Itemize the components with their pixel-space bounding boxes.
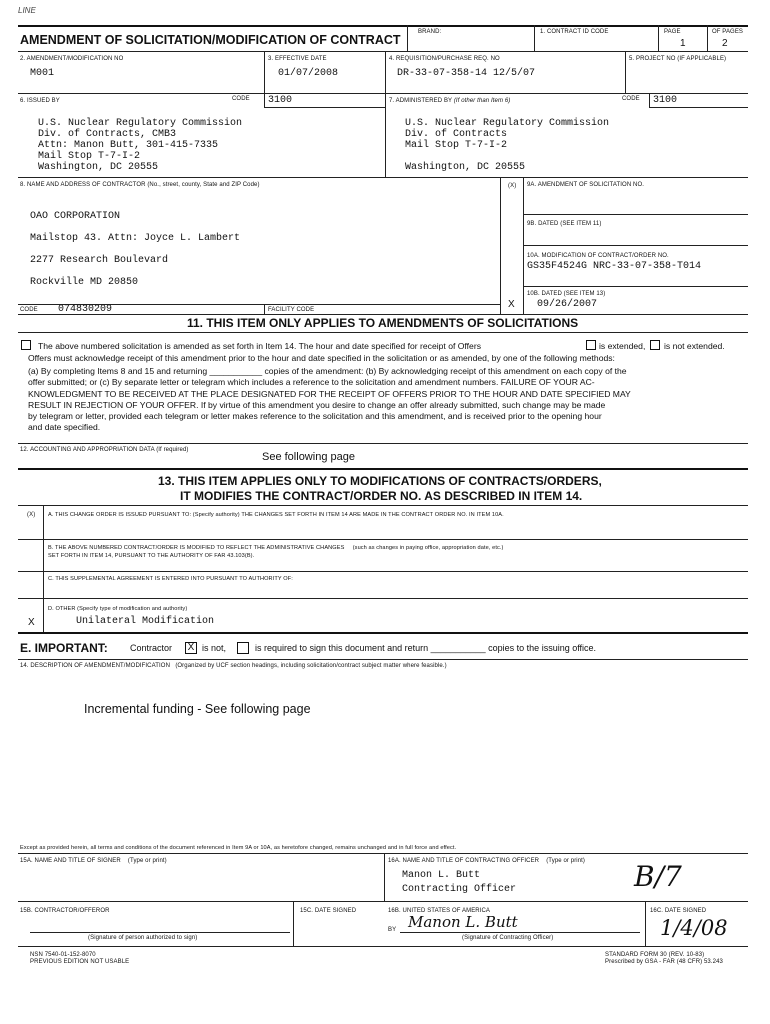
- item-16c-label: 16C. DATE SIGNED: [650, 908, 707, 914]
- item-16b-label: 16B. UNITED STATES OF AMERICA: [388, 908, 491, 914]
- by-label: BY: [388, 927, 397, 933]
- item-10a-value: GS35F4524G NRC-33-07-358-T014: [527, 261, 702, 272]
- important-rest: is required to sign this document and return ___________ copies to the issuing office.: [255, 643, 597, 653]
- amendment-no-value: M001: [30, 68, 55, 79]
- item-16b-sig-label: (Signature of Contracting Officer): [462, 935, 554, 941]
- not-extended-checkbox[interactable]: [650, 340, 660, 350]
- admin-line-5: Washington, DC 20555: [405, 162, 526, 173]
- item-11-checkbox[interactable]: [21, 340, 31, 350]
- officer-signature: Manon L. Butt: [408, 913, 518, 931]
- x-col-label: (X): [508, 183, 517, 189]
- item-15b-label: 15B. CONTRACTOR/OFFEROR: [20, 908, 110, 914]
- officer-title: Contracting Officer: [402, 884, 517, 895]
- item-11-header: 11. THIS ITEM ONLY APPLIES TO AMENDMENTS OF SOLICITATIONS: [187, 316, 579, 330]
- contract-id-label: 1. CONTRACT ID CODE: [540, 29, 609, 35]
- item-11-para-5: RESULT IN REJECTION OF YOUR OFFER. If by virtue of this amendment you desire to change an offer already submitted, such change may be made: [28, 400, 606, 410]
- officer-name: Manon L. Butt: [402, 870, 481, 881]
- date-signed: 1/4/08: [660, 916, 728, 940]
- issued-code-value: 3100: [268, 95, 293, 106]
- item-15a-label: 15A. NAME AND TITLE OF SIGNER (Type or print): [20, 858, 167, 864]
- contractor-line-1: OAO CORPORATION: [30, 211, 121, 222]
- administered-by-label: 7. ADMINISTERED BY (If other than Item 6): [389, 98, 511, 104]
- standard-form-text: STANDARD FORM 30 (REV. 10-83): [605, 952, 705, 958]
- nsn-text: NSN 7540-01-152-8070: [30, 952, 96, 958]
- item-13-c: C. THIS SUPPLEMENTAL AGREEMENT IS ENTERED INTO PURSUANT TO AUTHORITY OF:: [48, 576, 293, 582]
- admin-line-3: Mail Stop T-7-I-2: [405, 140, 508, 151]
- item-14-value: Incremental funding - See following page: [84, 702, 311, 716]
- item-11-para-2: (a) By completing Items 8 and 15 and returning ___________ copies of the amendment: (b) By acknowledging receipt of this amendment on each copy of the: [28, 366, 627, 376]
- item-13-d-value: Unilateral Modification: [76, 616, 215, 627]
- item-9b-label: 9B. DATED (SEE ITEM 11): [527, 221, 602, 227]
- admin-line-1: U.S. Nuclear Regulatory Commission: [405, 118, 610, 129]
- stamp-mark: LINE: [18, 6, 36, 15]
- contractor-line-2: Mailstop 43. Attn: Joyce L. Lambert: [30, 233, 241, 244]
- item-13-b1: B. THE ABOVE NUMBERED CONTRACT/ORDER IS MODIFIED TO REFLECT THE ADMINISTRATIVE CHANGES (such as changes in paying office, appropriation date, etc.): [48, 545, 504, 551]
- item-13-header-2: IT MODIFIES THE CONTRACT/ORDER NO. AS DESCRIBED IN ITEM 14.: [180, 489, 583, 503]
- contractor-code-value: 074830209: [58, 304, 113, 315]
- contractor-line-4: Rockville MD 20850: [30, 277, 139, 288]
- requisition-label: 4. REQUISITION/PURCHASE REQ. NO: [389, 56, 500, 62]
- item-15b-sig-label: (Signature of person authorized to sign): [88, 935, 198, 941]
- of-pages-number: 2: [722, 38, 728, 49]
- item-12-label: 12. ACCOUNTING AND APPROPRIATION DATA (If required): [20, 447, 189, 453]
- issued-by-label: 6. ISSUED BY: [20, 98, 60, 104]
- issued-line-5: Washington, DC 20555: [38, 162, 159, 173]
- issued-line-3: Attn: Manon Butt, 301-415-7335: [38, 140, 219, 151]
- not-extended-label: is not extended.: [664, 341, 725, 351]
- project-no-label: 5. PROJECT NO (IF APPLICABLE): [629, 56, 727, 62]
- item-11-para-3: offer submitted; or (c) By separate letter or telegram which includes a reference to the solicitation and amendment numbers. FAILURE OF YOUR AC-: [28, 377, 595, 387]
- prescribed-text: Prescribed by GSA - FAR (48 CFR) 53.243: [605, 959, 723, 965]
- item-13-d: D. OTHER (Specify type of modification and authority): [48, 606, 188, 612]
- item-13-header-1: 13. THIS ITEM APPLIES ONLY TO MODIFICATIONS OF CONTRACTS/ORDERS,: [158, 474, 602, 488]
- item-10b-label: 10B. DATED (SEE ITEM 13): [527, 291, 606, 297]
- amendment-no-label: 2. AMENDMENT/MODIFICATION NO: [20, 56, 124, 62]
- item-14-label: 14. DESCRIPTION OF AMENDMENT/MODIFICATION (Organized by UCF section headings, including solicitation/contract subject matter where feasible.): [20, 663, 447, 669]
- item-13-d-mark: X: [28, 617, 35, 628]
- is-required-checkbox[interactable]: [237, 642, 249, 654]
- item-11-para-7: and date specified.: [28, 422, 101, 432]
- extended-label: is extended,: [599, 341, 646, 351]
- is-not-checkbox[interactable]: X: [185, 642, 197, 654]
- item-11-para-1: Offers must acknowledge receipt of this amendment prior to the hour and date specified in the solicitation or as amended, by one of the following methods:: [28, 353, 615, 363]
- item-16a-label: 16A. NAME AND TITLE OF CONTRACTING OFFICER (Type or print): [388, 858, 586, 864]
- item-10a-label: 10A. MODIFICATION OF CONTRACT/ORDER NO.: [527, 253, 669, 259]
- item-15c-label: 15C. DATE SIGNED: [300, 908, 357, 914]
- admin-code-value: 3100: [653, 95, 678, 106]
- previous-edition-text: PREVIOUS EDITION NOT USABLE: [30, 959, 130, 965]
- form-title: AMENDMENT OF SOLICITATION/MODIFICATION OF CONTRACT: [20, 33, 401, 47]
- issued-line-2: Div. of Contracts, CMB3: [38, 129, 177, 140]
- officer-initials: B/7: [634, 860, 682, 893]
- issued-line-1: U.S. Nuclear Regulatory Commission: [38, 118, 243, 129]
- page-number: 1: [680, 38, 686, 49]
- effective-date-label: 3. EFFECTIVE DATE: [268, 56, 327, 62]
- brand-label: BRAND:: [418, 29, 442, 35]
- contractor-line-3: 2277 Research Boulevard: [30, 255, 169, 266]
- page-label: PAGE: [664, 29, 681, 35]
- admin-line-2: Div. of Contracts: [405, 129, 508, 140]
- issued-code-label: CODE: [232, 96, 250, 102]
- requisition-value: DR-33-07-358-14 12/5/07: [397, 68, 536, 79]
- item-9a-label: 9A. AMENDMENT OF SOLICITATION NO.: [527, 182, 644, 188]
- item-11-line1: The above numbered solicitation is amended as set forth in Item 14. The hour and date specified for receipt of Offers: [38, 341, 481, 351]
- contractor-label: 8. NAME AND ADDRESS OF CONTRACTOR (No., street, county, State and ZIP Code): [20, 182, 260, 188]
- item-11-para-4: KNOWLEDGMENT TO BE RECEIVED AT THE PLACE DESIGNATED FOR THE RECEIPT OF OFFERS PRIOR TO THE HOUR AND DATE SPECIFIED MAY: [28, 389, 631, 399]
- item-13-b2: SET FORTH IN ITEM 14, PURSUANT TO THE AUTHORITY OF FAR 43.103(B).: [48, 553, 255, 559]
- item-13-a: A. THIS CHANGE ORDER IS ISSUED PURSUANT TO: (Specify authority) THE CHANGES SET FORTH IN ITEM 14 ARE MADE IN THE CONTRACT ORDER NO. IN ITEM 10A.: [48, 512, 504, 518]
- is-not-label: is not,: [202, 643, 227, 653]
- admin-code-label: CODE: [622, 96, 640, 102]
- item-11-para-6: by telegram or letter, provided each telegram or letter makes reference to the solicitation and this amendment, and is received prior to the opening hour: [28, 411, 602, 421]
- extended-checkbox[interactable]: [586, 340, 596, 350]
- of-pages-label: OF PAGES: [712, 29, 744, 35]
- important-label: E. IMPORTANT:: [20, 641, 108, 655]
- important-contractor: Contractor: [130, 643, 173, 653]
- effective-date-value: 01/07/2008: [278, 68, 339, 79]
- item-10-mark: X: [508, 299, 515, 310]
- item-10b-value: 09/26/2007: [537, 299, 598, 310]
- facility-code-label: FACILITY CODE: [268, 307, 315, 313]
- item-13-x-label: (X): [27, 512, 36, 518]
- contractor-code-label: CODE: [20, 307, 38, 313]
- except-text: Except as provided herein, all terms and conditions of the document referenced in Item 9A or 10A, as heretofore changed, remains unchanged and in full force and effect.: [20, 845, 457, 851]
- issued-line-4: Mail Stop T-7-I-2: [38, 151, 141, 162]
- item-12-value: See following page: [262, 451, 355, 463]
- top-rule: [18, 25, 748, 27]
